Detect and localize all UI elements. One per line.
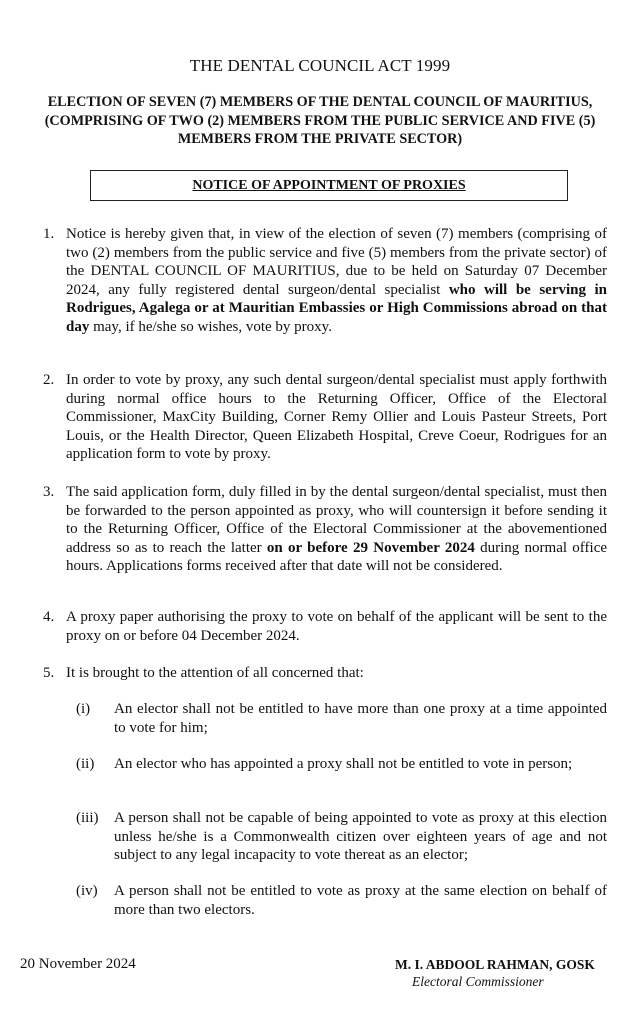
sub-item-text: An elector shall not be entitled to have more than one proxy at a time appointed to vote for him; [114, 701, 607, 736]
paragraph-number: 1. [43, 226, 55, 242]
sub-item-number: (iv) [76, 883, 98, 899]
notice-title-box [90, 170, 568, 201]
act-title: THE DENTAL COUNCIL ACT 1999 [189, 56, 451, 75]
signatory-title: Electoral Commissioner [412, 974, 544, 989]
paragraph-number: 4. [43, 609, 55, 625]
sub-item-i [76, 700, 607, 737]
paragraph-text: The said application form, duly filled in by the dental surgeon/dental specialist, must then be forwarded to the person appointed as proxy, who will countersign it before sending it to the Returning Officer, Office of the Electoral Commissioner at the abovementioned address so as to reach the latter [66, 484, 607, 556]
notice-title: NOTICE OF APPOINTMENT OF PROXIES [192, 177, 466, 193]
paragraph-text: In order to vote by proxy, any such dental surgeon/dental specialist must apply forthwith during normal office hours to the Returning Officer, Office of the Electoral Commissioner, MaxCity Building, Corner Remy Ollier and Louis Pasteur Streets, Port Louis, or the Health Director, Queen Elizabeth Hospital, Creve Coeur, Rodrigues for an application form to vote by proxy. [66, 372, 607, 462]
election-heading [20, 93, 620, 149]
paragraph-text: Notice is hereby given that, in view of the election of seven (7) members (comprising of two (2) members from the public service and five (5) members from the private sector) of the DENTAL COUNCIL OF MAURITIUS, due to be held on Saturday 07 December 2024, any fully registered dental surgeon/dental specialist [66, 226, 607, 298]
paragraph-5 [43, 664, 607, 683]
sub-item-number: (iii) [76, 810, 99, 826]
paragraph-4 [43, 608, 607, 645]
sub-item-text: An elector who has appointed a proxy shall not be entitled to vote in person; [114, 756, 573, 772]
paragraph-1 [43, 225, 607, 336]
sub-item-ii [76, 755, 607, 774]
sub-item-number: (i) [76, 701, 91, 717]
paragraph-number: 5. [43, 665, 55, 681]
sub-item-number: (ii) [76, 756, 95, 772]
paragraph-text: It is brought to the attention of all concerned that: [66, 665, 364, 681]
election-heading-line: MEMBERS FROM THE PRIVATE SECTOR) [177, 131, 463, 147]
notice-date: 20 November 2024 [20, 956, 136, 972]
paragraph-3 [43, 483, 608, 576]
paragraph-bold-text: on or before 29 November 2024 [266, 539, 475, 556]
sub-item-iv [76, 882, 607, 919]
paragraph-number: 2. [43, 372, 55, 388]
paragraph-bold-text: who will be serving in Rodrigues, Agalega or at Mauritian Embassies or High Commissions abroad on that day [66, 281, 607, 335]
paragraph-number: 3. [43, 484, 55, 500]
paragraph-2 [43, 371, 607, 464]
sub-item-iii [76, 809, 607, 865]
election-heading-line: ELECTION OF SEVEN (7) MEMBERS OF THE DENTAL COUNCIL OF MAURITIUS, [47, 94, 593, 110]
paragraph-text: may, if he/she so wishes, vote by proxy. [89, 318, 332, 335]
sub-item-text: A person shall not be capable of being appointed to vote as proxy at this election unless he/she is a Commonwealth citizen over eighteen years of age and not subject to any legal incapacity to vote thereat as an elector; [114, 810, 607, 863]
paragraph-text: during normal office hours. Applications forms received after that date will not be considered. [66, 539, 608, 574]
election-heading-line: (COMPRISING OF TWO (2) MEMBERS FROM THE PUBLIC SERVICE AND FIVE (5) [44, 112, 596, 129]
signatory-name: M. I. ABDOOL RAHMAN, GOSK [395, 957, 595, 972]
paragraph-text: A proxy paper authorising the proxy to vote on behalf of the applicant will be sent to the proxy on or before 04 December 2024. [66, 609, 607, 644]
sub-item-text: A person shall not be entitled to vote as proxy at the same election on behalf of more than two electors. [114, 883, 607, 918]
